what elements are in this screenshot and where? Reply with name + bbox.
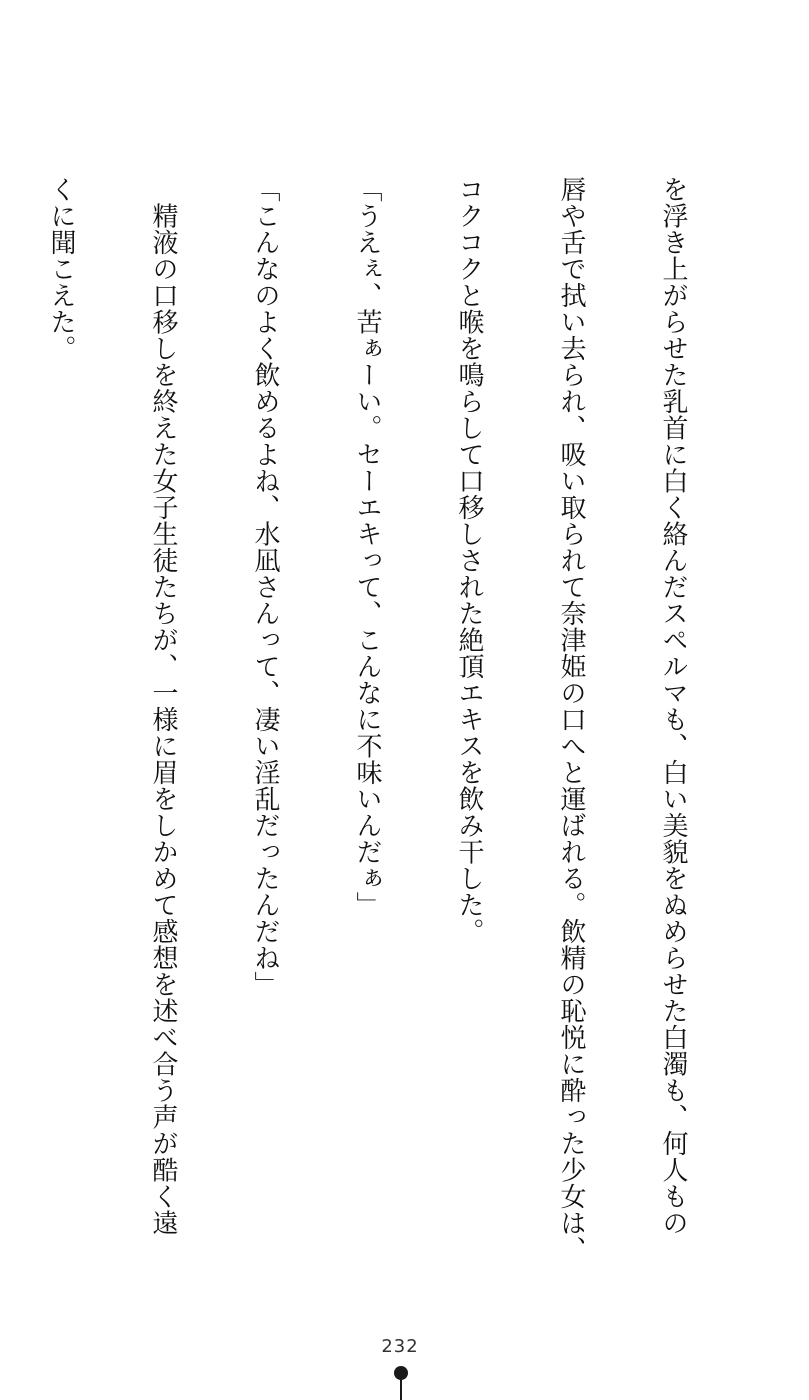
text-line: 精液の口移しを終えた女子生徒たちが、一様に眉をしかめて感想を述べ合う声が酷く遠 <box>148 176 178 1236</box>
text-line: 唇や舌で拭い去られ、吸い取られて奈津姫の口へと運ばれる。飲精の恥悦に酔った少女は、 <box>556 176 586 1263</box>
text-line: くに聞こえた。 <box>46 176 76 362</box>
text-line: 「うえぇ、苦ぁーい。セーエキって、こんなに不味いんだぁ」 <box>352 176 382 918</box>
vertical-text-block <box>46 176 758 1263</box>
page-number: 232 <box>381 1336 419 1357</box>
text-line: コクコクと喉を鳴らして口移しされた絶頂エキスを飲み干した。 <box>454 176 484 945</box>
text-line: を浮き上がらせた乳首に白く絡んだスペルマも、白い美貌をぬめらせた白濁も、何人もの <box>658 176 688 1236</box>
page-marker-rule <box>400 1378 402 1400</box>
text-line: 「こんなのよく飲めるよね、水凪さんって、凄い淫乱だったんだね」 <box>250 176 280 998</box>
